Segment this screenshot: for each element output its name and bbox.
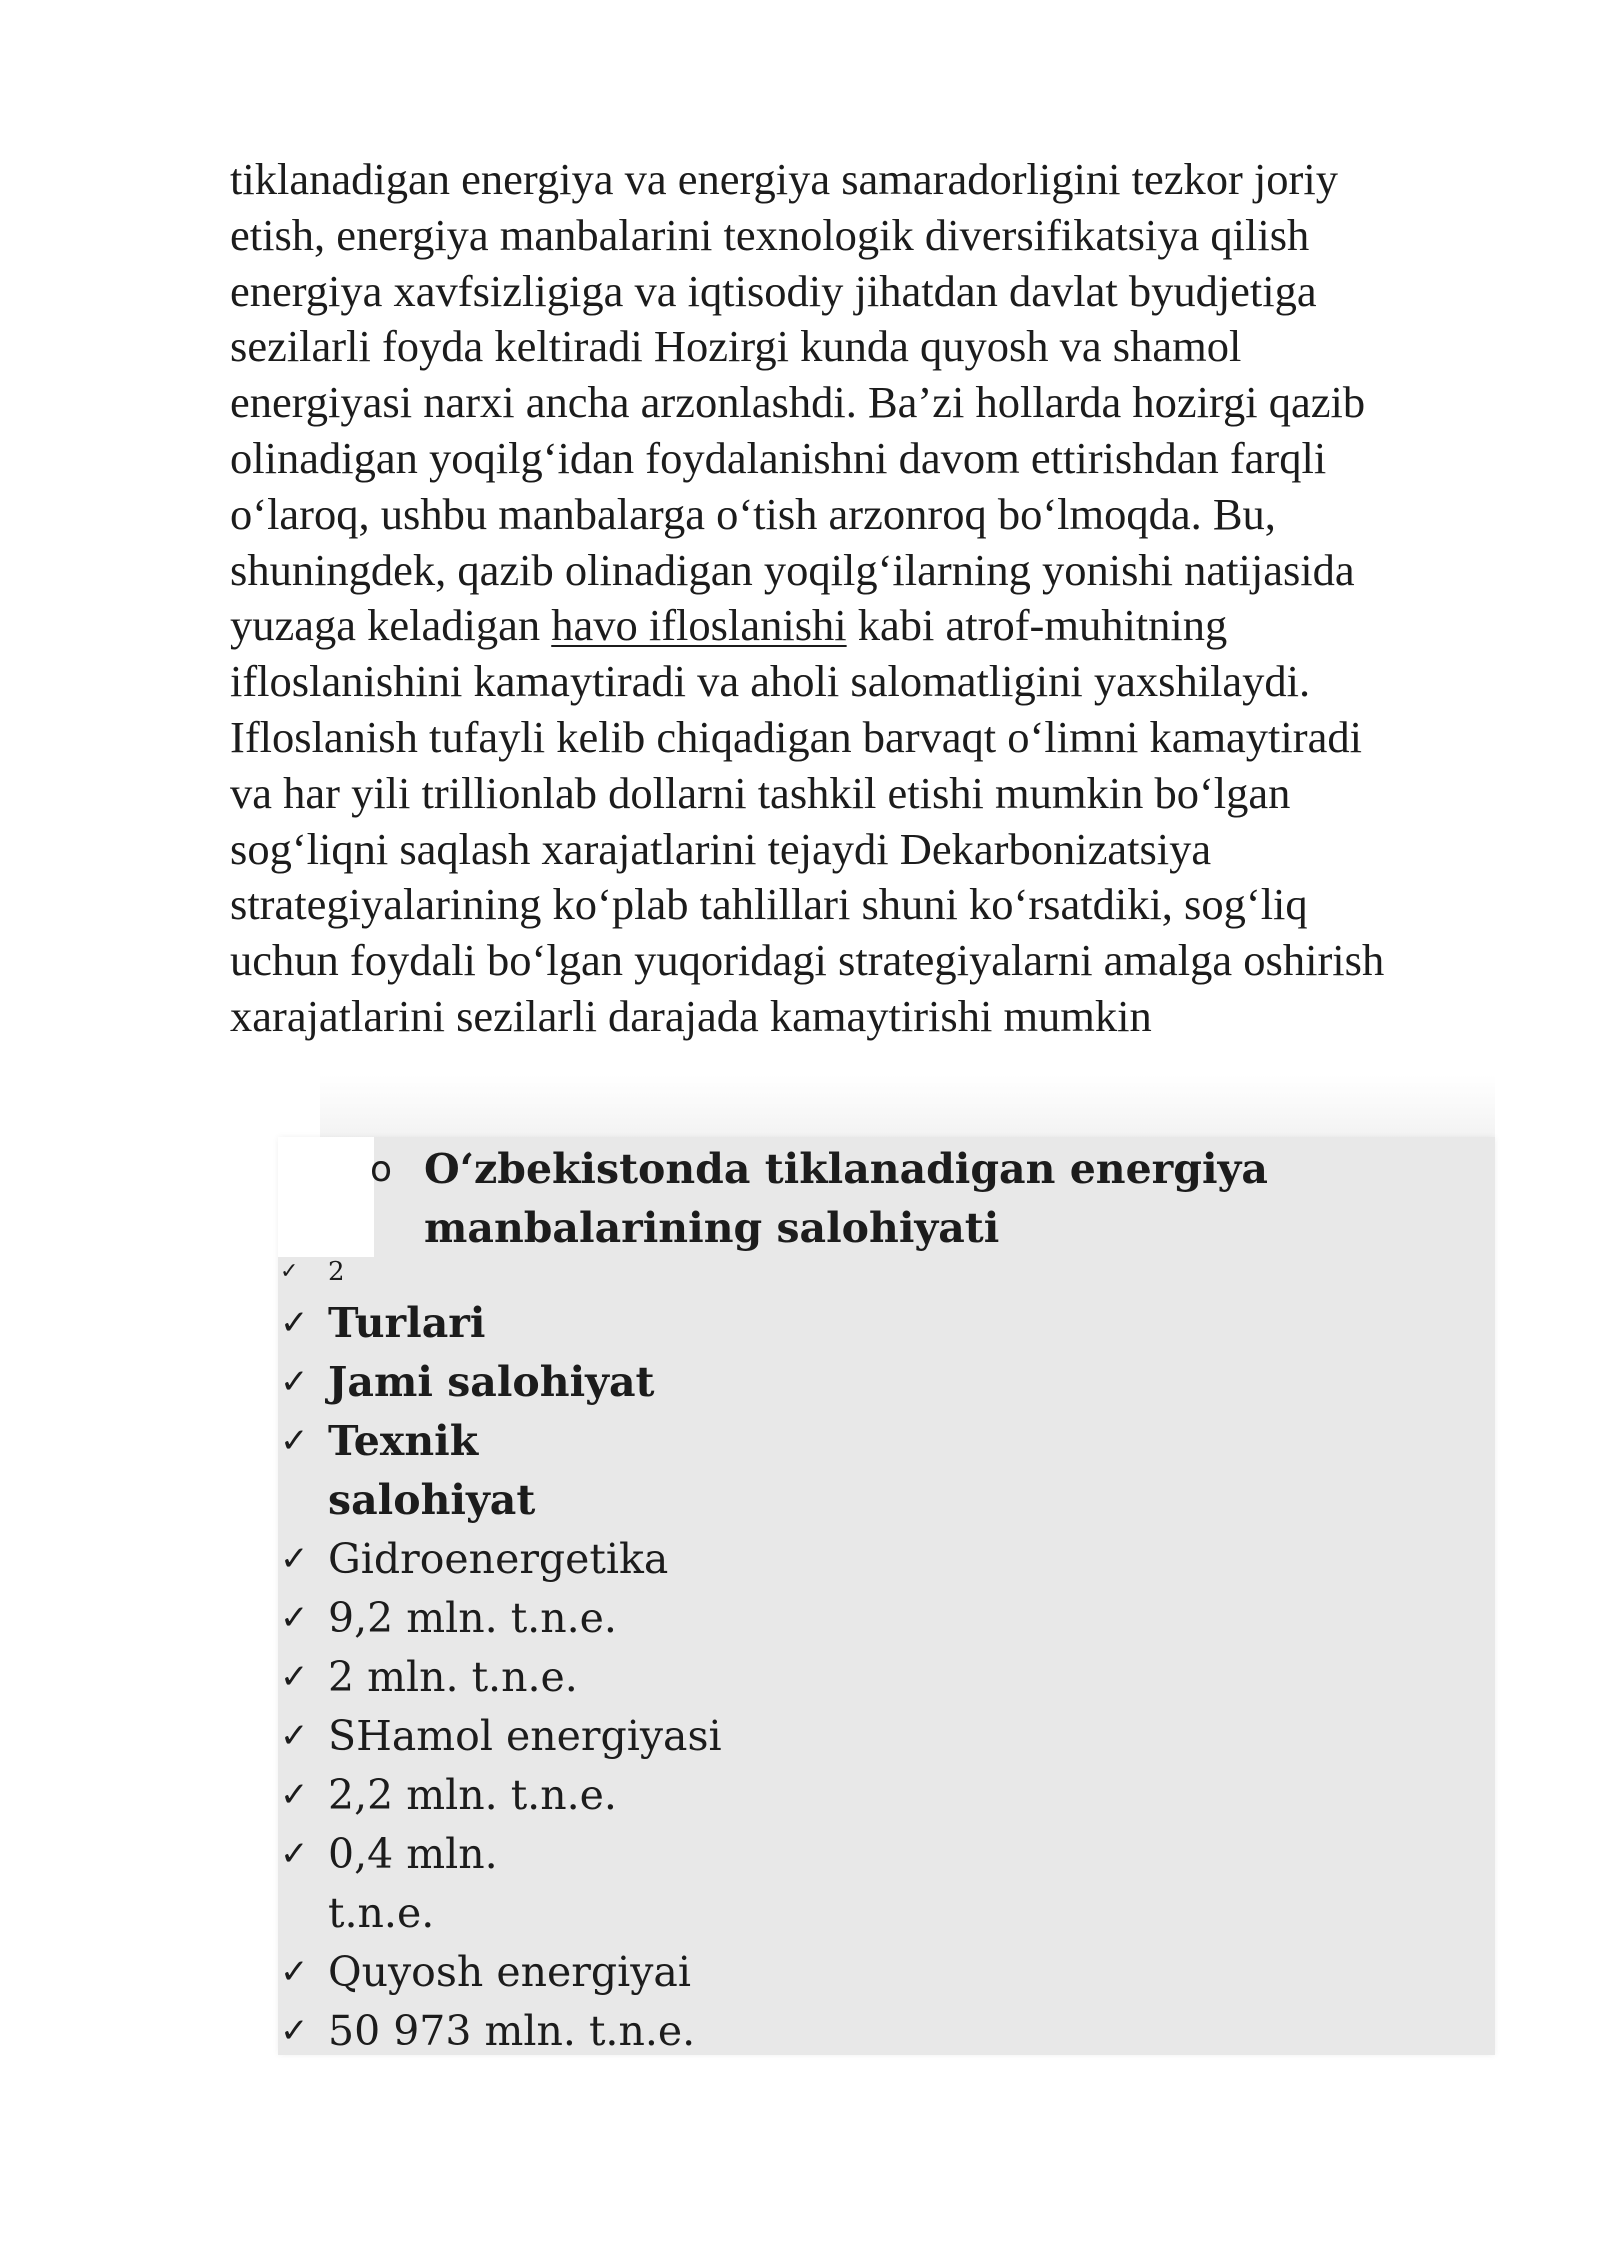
list-item-text: Jami salohiyat xyxy=(328,1358,655,1406)
paragraph-line: sezilarli foyda keltiradi Hozirgi kunda quyosh va shamol xyxy=(230,321,1242,372)
checkmark-icon: ✓ xyxy=(280,1834,309,1874)
paragraph-line: sog‘liqni saqlash xarajatlarini tejaydi Dekarbonizatsiya xyxy=(230,823,1212,874)
paragraph-line: tiklanadigan energiya va energiya samaradorligini tezkor joriy xyxy=(230,154,1338,204)
paragraph-line: ifloslanishini kamaytiradi va aholi salomatligini yaxshilaydi. xyxy=(230,656,1311,707)
list-item xyxy=(280,1250,1180,1294)
list-item-text: 2 xyxy=(328,1257,345,1287)
checkmark-icon: ✓ xyxy=(280,1539,309,1579)
paragraph-line: etish, energiya manbalarini texnologik diversifikatsiya qilish xyxy=(230,209,1310,260)
list-item xyxy=(280,1412,1180,1530)
paragraph-line: olinadigan yoqilg‘idan foydalanishni davom ettirishdan farqli xyxy=(230,432,1327,483)
checkmark-icon: ✓ xyxy=(280,2011,309,2051)
circle-bullet-icon: o xyxy=(370,1149,393,1190)
body-paragraph xyxy=(230,152,1530,1045)
paragraph-line: shuningdek, qazib olinadigan yoqilg‘ilarning yonishi natijasida xyxy=(230,544,1355,595)
list-item-text: 9,2 mln. t.n.e. xyxy=(328,1594,617,1642)
list-item-text: 0,4 mln. t.n.e. xyxy=(328,1830,498,1937)
link-suffix-text: kabi atrof-muhitning xyxy=(846,600,1228,651)
list-item xyxy=(280,1766,1180,1825)
checkmark-icon: ✓ xyxy=(280,1598,309,1638)
checkmark-icon: ✓ xyxy=(280,1303,309,1343)
checklist xyxy=(280,1250,1180,2061)
list-item xyxy=(280,1353,1180,1412)
list-item xyxy=(280,1707,1180,1766)
list-item-text: Quyosh energiyai xyxy=(328,1948,691,1996)
checkmark-icon: ✓ xyxy=(280,1362,309,1402)
list-item xyxy=(280,1943,1180,2002)
section-fade-band xyxy=(320,1075,1495,1137)
paragraph-line-with-link xyxy=(230,598,1530,654)
paragraph-line: strategiyalarining ko‘plab tahlillari shuni ko‘rsatdiki, sog‘liq xyxy=(230,879,1308,930)
section-heading xyxy=(372,1140,1372,1258)
list-item xyxy=(280,1825,1180,1943)
link-prefix-text: yuzaga keladigan xyxy=(230,600,552,651)
section-block-notch xyxy=(278,1137,374,1257)
paragraph-line: va har yili trillionlab dollarni tashkil etishi mumkin bo‘lgan xyxy=(230,767,1291,818)
air-pollution-link[interactable]: havo ifloslanishi xyxy=(551,600,847,651)
checkmark-icon: ✓ xyxy=(280,1716,309,1756)
list-item xyxy=(280,2002,1180,2061)
list-item xyxy=(280,1294,1180,1353)
list-item-text: Turlari xyxy=(328,1299,486,1347)
checkmark-icon: ✓ xyxy=(280,1259,299,1284)
checkmark-icon: ✓ xyxy=(280,1775,309,1815)
list-item-text: SHamol energiyasi xyxy=(328,1712,722,1760)
list-item xyxy=(280,1648,1180,1707)
section-heading-text: O‘zbekistonda tiklanadigan energiya manbalarining salohiyati xyxy=(424,1145,1268,1252)
checkmark-icon: ✓ xyxy=(280,1952,309,1992)
paragraph-line: uchun foydali bo‘lgan yuqoridagi strategiyalarni amalga oshirish xyxy=(230,935,1385,986)
list-item-text: Gidroenergetika xyxy=(328,1535,669,1583)
paragraph-line: energiyasi narxi ancha arzonlashdi. Ba’zi hollarda hozirgi qazib xyxy=(230,377,1366,428)
paragraph-line: o‘laroq, ushbu manbalarga o‘tish arzonroq bo‘lmoqda. Bu, xyxy=(230,488,1276,539)
paragraph-line: energiya xavfsizligiga va iqtisodiy jihatdan davlat byudjetiga xyxy=(230,265,1317,316)
checkmark-icon: ✓ xyxy=(280,1657,309,1697)
list-item-text: 2,2 mln. t.n.e. xyxy=(328,1771,617,1819)
checkmark-icon: ✓ xyxy=(280,1421,309,1461)
paragraph-line: Ifloslanish tufayli kelib chiqadigan barvaqt o‘limni kamaytiradi xyxy=(230,711,1362,762)
list-item xyxy=(280,1589,1180,1648)
list-item xyxy=(280,1530,1180,1589)
list-item-text: 50 973 mln. t.n.e. xyxy=(328,2007,696,2055)
list-item-text: Texnik salohiyat xyxy=(328,1417,536,1524)
list-item-text: 2 mln. t.n.e. xyxy=(328,1653,578,1701)
paragraph-line: xarajatlarini sezilarli darajada kamaytirishi mumkin xyxy=(230,990,1152,1041)
